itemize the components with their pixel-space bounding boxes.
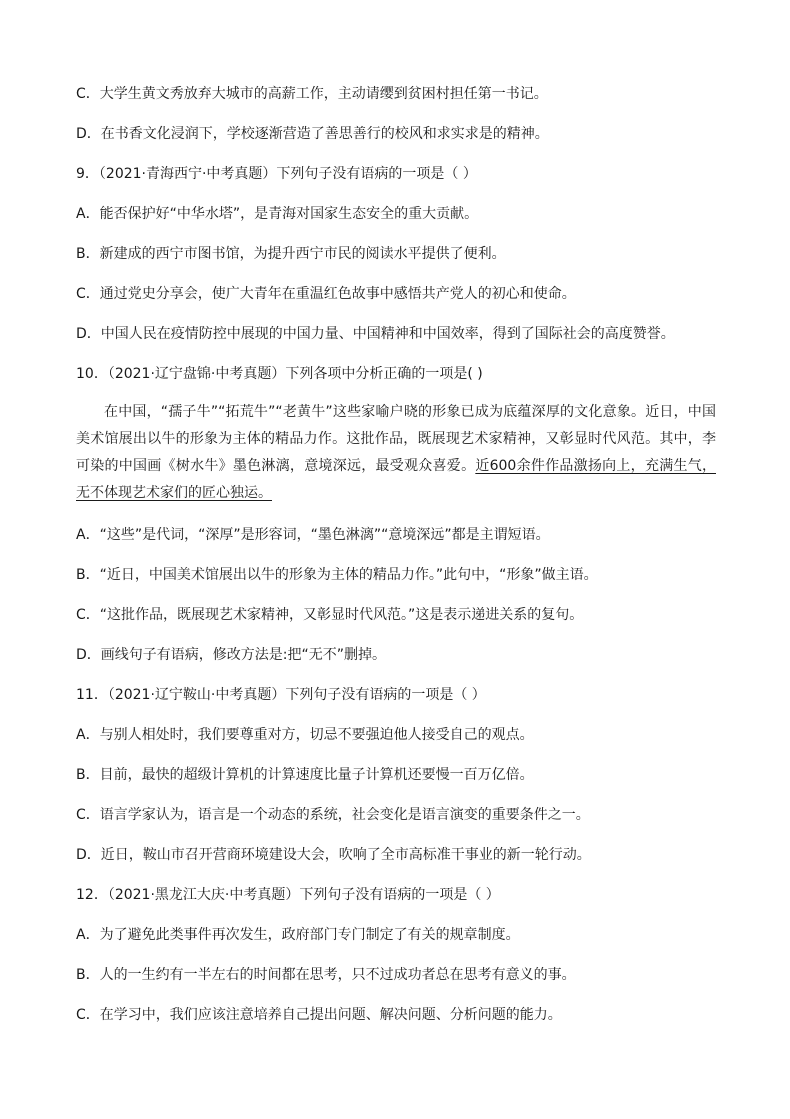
question-10-option-b: B．“近日，中国美术馆展出以牛的形象为主体的精品力作。”此句中，“形象”做主语。 <box>76 567 598 583</box>
question-10-passage <box>76 399 716 507</box>
question-11-option-b: B．目前，最快的超级计算机的计算速度比量子计算机还要慢一百万亿倍。 <box>76 767 534 783</box>
question-9-option-b: B．新建成的西宁市图书馆，为提升西宁市民的阅读水平提供了便利。 <box>76 246 506 262</box>
question-8-option-d: D．在书香文化浸润下，学校逐渐营造了善思善行的校风和求实求是的精神。 <box>76 126 549 142</box>
passage-text: 在中国，“孺子牛”“拓荒牛”“老黄牛”这些家喻户晓的形象已成为底蕴深厚的文化意象。近日，中国美术馆展出以牛的形象为主体的精品力作。这批作品，既展现艺术家精神，又彰显时代风范。其中，李可染的中国画《树水牛》墨色淋漓，意境深远，最受观众喜爱。 <box>76 404 716 474</box>
question-12-stem: 12．（2021·黑龙江大庆·中考真题）下列句子没有语病的一项是（ ） <box>76 887 500 903</box>
question-10-option-d: D．画线句子有语病，修改方法是:把“无不”删掉。 <box>76 647 387 663</box>
question-10-stem: 10．（2021·辽宁盘锦·中考真题）下列各项中分析正确的一项是( ) <box>76 366 483 382</box>
question-11-option-d: D．近日，鞍山市召开营商环境建设大会，吹响了全市高标准干事业的新一轮行动。 <box>76 847 591 863</box>
question-9-option-c: C．通过党史分享会，使广大青年在重温红色故事中感悟共产党人的初心和使命。 <box>76 286 576 302</box>
question-9-option-d: D．中国人民在疫情防控中展现的中国力量、中国精神和中国效率，得到了国际社会的高度赞誉。 <box>76 326 675 342</box>
question-10-option-c: C．“这批作品，既展现艺术家精神，又彰显时代风范。”这是表示递进关系的复句。 <box>76 607 584 623</box>
passage-underlined-sentence: 近600余件作品激扬向上，充满生气，无不体现艺术家们的匠心独运。 <box>76 458 716 501</box>
question-12-option-b: B．人的一生约有一半左右的时间都在思考，只不过成功者总在思考有意义的事。 <box>76 967 576 983</box>
question-11-option-c: C．语言学家认为，语言是一个动态的系统，社会变化是语言演变的重要条件之一。 <box>76 807 590 823</box>
question-12-option-c: C．在学习中，我们应该注意培养自己提出问题、解决问题、分析问题的能力。 <box>76 1007 562 1023</box>
question-11-option-a: A．与别人相处时，我们要尊重对方，切忌不要强迫他人接受自己的观点。 <box>76 727 534 743</box>
question-12-option-a: A．为了避免此类事件再次发生，政府部门专门制定了有关的规章制度。 <box>76 927 520 943</box>
question-10-option-a: A．“这些”是代词，“深厚”是形容词，“墨色淋漓”“意境深远”都是主谓短语。 <box>76 527 550 543</box>
question-9-stem: 9．（2021·青海西宁·中考真题）下列句子没有语病的一项是（ ） <box>76 166 477 182</box>
question-9-option-a: A．能否保护好“中华水塔”，是青海对国家生态安全的重大贡献。 <box>76 206 479 222</box>
question-11-stem: 11．（2021·辽宁鞍山·中考真题）下列句子没有语病的一项是（ ） <box>76 687 486 703</box>
question-8-option-c: C．大学生黄文秀放弃大城市的高薪工作，主动请缨到贫困村担任第一书记。 <box>76 86 548 102</box>
